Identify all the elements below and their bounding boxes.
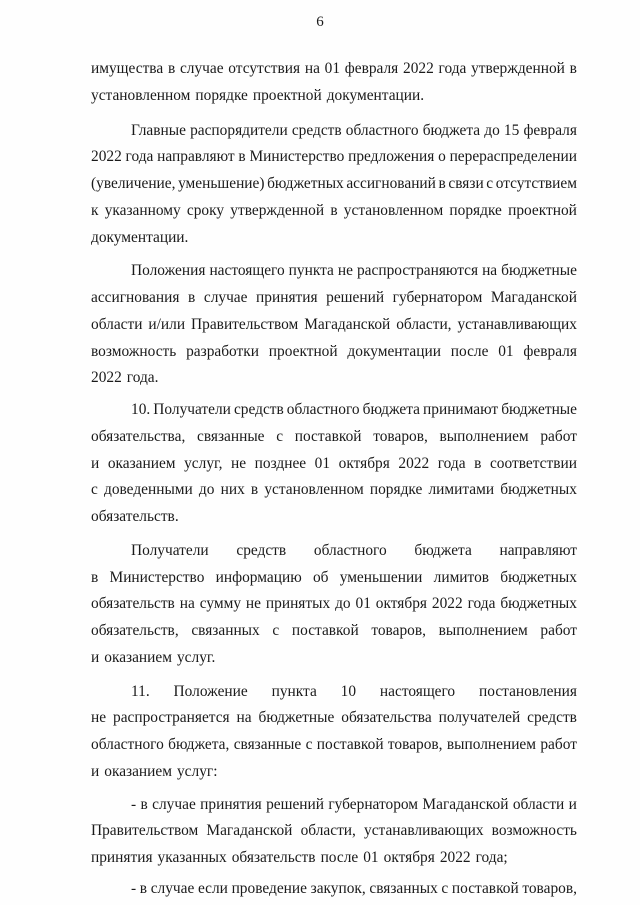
text-word: до [484,122,500,139]
text-word: позднее [254,455,307,472]
text-word: Магаданской [422,796,509,813]
text-word: случае [150,880,195,897]
text-word: года. [126,369,159,386]
text-word: губернатором [328,796,419,813]
text-word: устанавливающих [457,316,577,333]
text-word: года [467,595,496,612]
text-line [91,505,577,529]
text-word: работ [540,622,577,639]
text-word: на [236,709,252,726]
text-word: связанные [196,428,265,445]
text-line [91,452,577,476]
text-word: утвержденной [471,60,565,77]
text-word: Магаданской [490,289,577,306]
text-word: настоящего [209,262,285,279]
text-word: областного [286,401,360,418]
text-word: пункта [288,262,334,279]
text-word: ассигнований [346,175,436,192]
text-word: - [131,796,137,813]
text-word: (увеличение, [91,175,176,192]
text-word: доведенными [103,481,193,498]
text-word: года [125,148,154,165]
text-word: принимают [423,401,499,418]
text-word: на [304,60,320,77]
text-word: и/или [148,316,186,333]
text-word: предложения [348,148,435,165]
text-word: бюджетных [267,175,344,192]
text-word: возможность [491,822,577,839]
text-word: до [335,595,351,612]
text-word: 2022 [439,849,471,866]
text-word: связи [448,175,484,192]
text-word: с [441,880,449,897]
text-word: до [198,481,215,498]
text-word: услуг. [176,649,216,666]
text-word: оказанием [104,763,172,780]
text-word: средств [291,122,342,139]
text-word: проектной [268,343,338,360]
text-line [131,259,577,283]
text-word: бюджетных [500,595,577,612]
text-word: пункта [271,683,317,700]
text-word: направляют [157,148,235,165]
text-word: порядке [195,87,248,104]
text-word: документации [347,343,441,360]
text-word: обязательств [91,595,175,612]
text-word: года; [475,849,508,866]
text-line [91,819,577,843]
text-word: информацию [215,569,302,586]
text-word: обязательств [231,849,316,866]
text-word: Получатели [131,542,209,559]
text-word: принятых [265,595,331,612]
text-word: оказанием [107,455,176,472]
text-word: и [91,763,100,780]
text-word: на [482,262,498,279]
text-word: в [438,175,446,192]
text-word: Правительством [91,822,199,839]
text-word: 2022 [91,369,122,386]
text-word: услуг, [184,455,223,472]
text-word: поставкой [316,736,384,753]
text-word: закупок, [310,880,366,897]
text-word: обязательств. [91,508,179,525]
text-word: бюджетных [500,569,577,586]
text-word: 10 [340,683,357,700]
text-word: решений [326,289,385,306]
text-word: услуг: [176,763,218,780]
text-word: года [438,60,467,77]
text-word: связанные [233,736,302,753]
text-line [91,706,577,730]
text-word: 10. [131,401,151,418]
text-word: них [220,481,245,498]
text-line [91,566,577,590]
text-word: бюджетные [501,401,577,418]
text-word: установленном [264,481,364,498]
text-word: имущества [91,60,164,77]
text-word: проектной [508,202,577,219]
text-word: Магаданской [304,316,391,333]
text-word: товаров, [522,880,577,897]
text-line [91,313,577,337]
text-word: 01 [498,343,514,360]
text-word: принятия [256,289,318,306]
text-word: разработки [186,343,259,360]
text-word: бюджетные [258,709,335,726]
page-number: 6 [316,14,324,30]
text-word: товаров, [387,736,443,753]
text-word: сумму [199,595,242,612]
text-word: областного [91,736,164,753]
text-word: после [320,849,359,866]
text-word: губернатором [392,289,483,306]
text-word: распространяется [113,709,230,726]
text-word: уменьшении [339,569,423,586]
text-word: Получатели [153,401,231,418]
text-line [91,172,577,196]
text-word: работ [540,428,577,445]
text-word: поставкой [294,428,362,445]
text-word: в [139,880,148,897]
text-line [91,199,577,223]
text-word: установленном [91,87,191,104]
text-word: к [91,202,99,219]
text-line [131,119,577,143]
text-word: указанных [157,849,227,866]
text-word: в [91,569,99,586]
text-word: постановления [479,683,577,700]
text-word: Правительством [191,316,299,333]
text-line [131,398,577,422]
text-word: указанному [104,202,181,219]
text-word: случае [152,796,196,813]
text-word: выполнением [446,736,537,753]
text-word: октября [338,455,390,472]
text-word: Положение [173,683,248,700]
text-word: Магаданской [206,822,293,839]
text-word: в [474,455,482,472]
text-word: в [167,60,176,77]
text-word: связанных [369,880,438,897]
text-word: области, [396,316,452,333]
text-word: с [305,736,313,753]
text-word: февраля [344,60,399,77]
text-word: Министерство [249,148,345,165]
text-word: области, [300,822,356,839]
text-line [91,646,577,670]
text-word: в [569,60,577,77]
text-line [91,145,577,169]
text-word: 01 [324,60,341,77]
text-word: области [91,316,143,333]
text-word: документации. [91,229,189,246]
text-word: получателей [438,709,521,726]
text-word: бюджета [422,122,481,139]
text-word: бюджетных [500,481,577,498]
text-line [91,733,577,757]
text-word: Главные [131,122,186,139]
text-word: с [486,175,494,192]
text-line [91,619,577,643]
text-word: 15 [503,122,520,139]
text-word: принятия [91,849,153,866]
text-word: в [250,481,259,498]
text-line [91,760,577,784]
text-word: обязательства [341,709,432,726]
text-word: принятия [200,796,262,813]
text-word: в [140,796,148,813]
text-line [91,478,577,502]
text-word: лимитами [428,481,495,498]
text-word: перераспределении [449,148,577,165]
text-line [91,425,577,449]
text-word: порядке [449,202,502,219]
text-word: товаров, [373,428,428,445]
text-line [91,340,577,364]
text-word: на [179,595,195,612]
text-line [91,226,577,250]
text-word: с [272,622,280,639]
text-word: не [337,262,353,279]
text-word: - [131,880,137,897]
text-word: в [238,148,246,165]
text-word: товаров, [371,622,426,639]
text-word: 11. [131,683,150,700]
text-word: выполнением [439,428,529,445]
text-word: не [245,595,261,612]
text-word: уменьшение) [178,175,265,192]
text-word: октября [375,595,427,612]
text-word: оказанием [104,649,172,666]
text-word: года [437,455,466,472]
text-line [131,877,577,901]
text-word: случае [203,289,248,306]
text-line [91,84,577,108]
text-word: лимитов [433,569,490,586]
text-word: ассигнования [91,289,180,306]
text-line [91,286,577,310]
text-word: не [91,709,107,726]
text-word: бюджетные [501,262,577,279]
text-line [91,366,577,390]
text-word: области [512,796,565,813]
text-line [131,793,577,817]
text-word: возможность [91,343,177,360]
text-word: порядке [369,481,423,498]
text-word: обязательства, [91,428,186,445]
text-line [91,846,577,870]
text-word: 01 [355,595,371,612]
text-line [91,57,577,81]
text-word: документации. [326,87,425,104]
text-word: не [231,455,247,472]
text-word: работ [540,736,577,753]
text-word: распространяются [356,262,479,279]
text-word: проведение [231,880,307,897]
text-word: установленном [343,202,444,219]
text-word: сроку [186,202,225,219]
text-word: 01 [314,455,331,472]
text-line [131,680,577,704]
text-word: выполнением [438,622,528,639]
text-word: случае [179,60,224,77]
text-word: 01 [363,849,379,866]
text-word: в [188,289,196,306]
text-line [131,539,577,563]
text-word: после [450,343,489,360]
text-word: с [91,481,98,498]
text-word: настоящего [379,683,456,700]
text-word: с [276,428,284,445]
text-word: соответствии [489,455,577,472]
text-word: устанавливающих [364,822,484,839]
text-word: бюджета [362,401,420,418]
text-word: средств [233,401,284,418]
text-word: Положения [131,262,206,279]
text-word: обязательств, [91,622,179,639]
text-word: 2022 [91,148,122,165]
text-word: поставкой [291,622,359,639]
text-word: и [91,455,100,472]
text-word: 2022 [431,595,463,612]
text-word: областного [313,542,387,559]
text-word: Министерство [109,569,205,586]
text-word: 2022 [398,455,430,472]
text-word: проектной [252,87,322,104]
text-word: решений [266,796,324,813]
text-word: и [91,649,100,666]
text-word: поставкой [451,880,519,897]
text-word: средств [527,709,577,726]
text-word: распорядители [190,122,288,139]
text-word: если [197,880,228,897]
text-line [91,592,577,616]
text-word: октября [383,849,435,866]
text-word: отсутствием [495,175,577,192]
text-word: отсутствия [228,60,301,77]
text-word: связанных [191,622,260,639]
text-word: о [438,148,446,165]
text-word: направляют [499,542,577,559]
text-word: февраля [523,122,577,139]
text-word: средств [236,542,287,559]
text-word: и [568,796,577,813]
text-word: об [312,569,329,586]
text-word: в [330,202,338,219]
text-word: 2022 [403,60,434,77]
text-word: областного [345,122,419,139]
text-word: утвержденной [230,202,325,219]
text-word: февраля [523,343,577,360]
text-word: бюджета [414,542,472,559]
text-word: бюджета, [168,736,230,753]
